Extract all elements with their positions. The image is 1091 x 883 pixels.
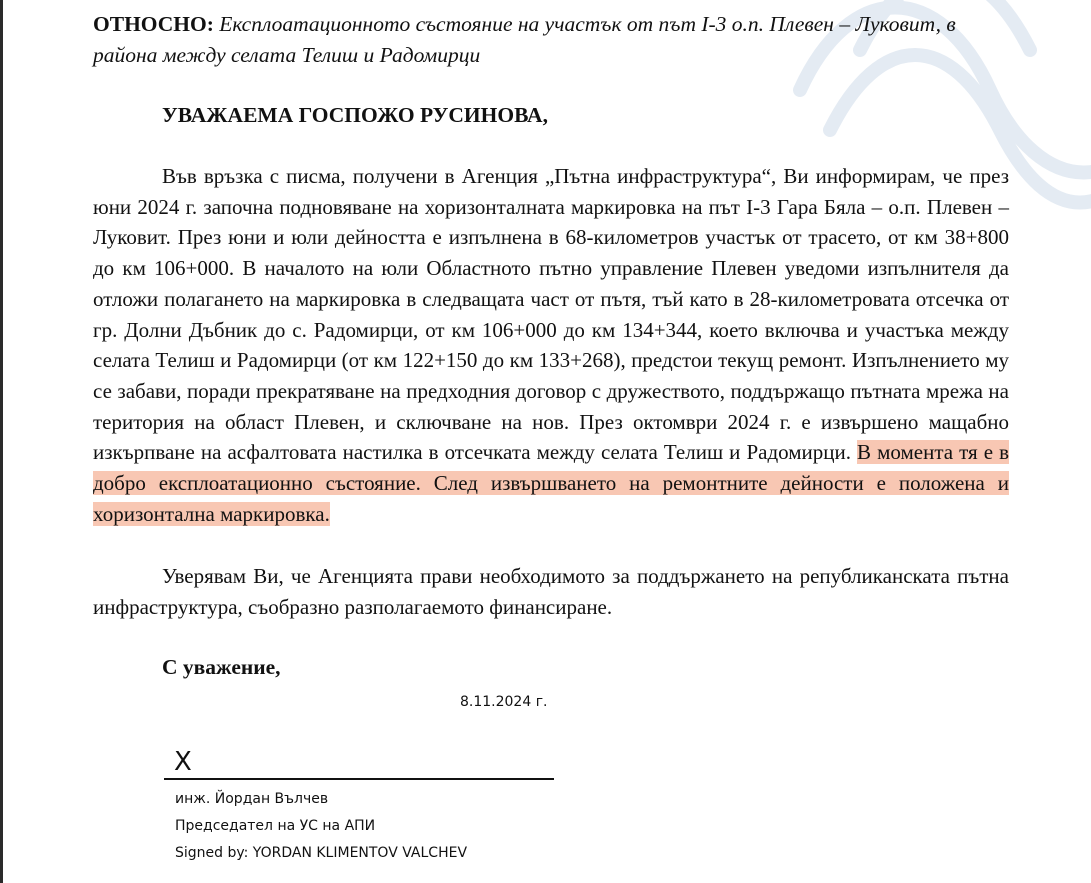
body-paragraph-2: Уверявам Ви, че Агенцията прави необходимото за поддържането на републиканската пътна инфраструктура, съобразно разполагаемото финансиране. [93,564,1009,619]
subject-label: ОТНОСНО: [93,12,214,36]
closing-phrase: С уважение, [162,655,281,679]
signature-mark: X [174,747,192,777]
signatory-name: инж. Йордан Вълчев [175,791,329,807]
subject-line [93,9,1023,71]
paragraph-1-main: Във връзка с писма, получени в Агенция „Пътна инфраструктура“, Ви информирам, че през юни 2024 г. започна подновяване на хоризонталната маркировка на път I-3 Гара Бяла – о.п. Плевен – Луковит. През юни и юли дейността е изпълнена в 68-километров участък от трасето, от км 38+800 до км 106+000. В началото на юли Областното пътно управление Плевен уведоми изпълнителя да отложи полагането на маркировка в следващата част от пътя, тъй като в 28-километровата отсечка от гр. Долни Дъбник до с. Радомирци, от км 106+000 до км 134+344, което включва и участъка между селата Телиш и Радомирци (от км 122+150 до км 133+268), предстои текущ ремонт. Изпълнението му се забави, поради прекратяване на предходния договор с дружеството, поддържащо пътната мрежа на територия на област Плевен, и сключване на нов. През октомври 2024 г. е извършено мащабно изкърпване на асфалтовата настилка в отсечката между селата Телиш и Радомирци. [93,164,1009,465]
salutation: УВАЖАЕМА ГОСПОЖО РУСИНОВА, [162,103,548,127]
signatory-position: Председател на УС на АПИ [175,818,376,834]
signed-by: Signed by: YORDAN KLIMENTOV VALCHEV [175,845,468,861]
body-paragraph-1 [93,161,1009,529]
subject-text: Експлоатационното състояние на участък от път I-3 о.п. Плевен – Луковит, в района между селата Телиш и Радомирци [93,12,956,67]
signature-line [164,778,554,780]
signature-date: 8.11.2024 г. [460,694,548,710]
highlighted-text: В момента тя е в добро експлоатационно състояние. След извършването на ремонтните дейности е положена и хоризонтална маркировка. [93,440,1009,526]
page-left-edge [0,0,3,883]
